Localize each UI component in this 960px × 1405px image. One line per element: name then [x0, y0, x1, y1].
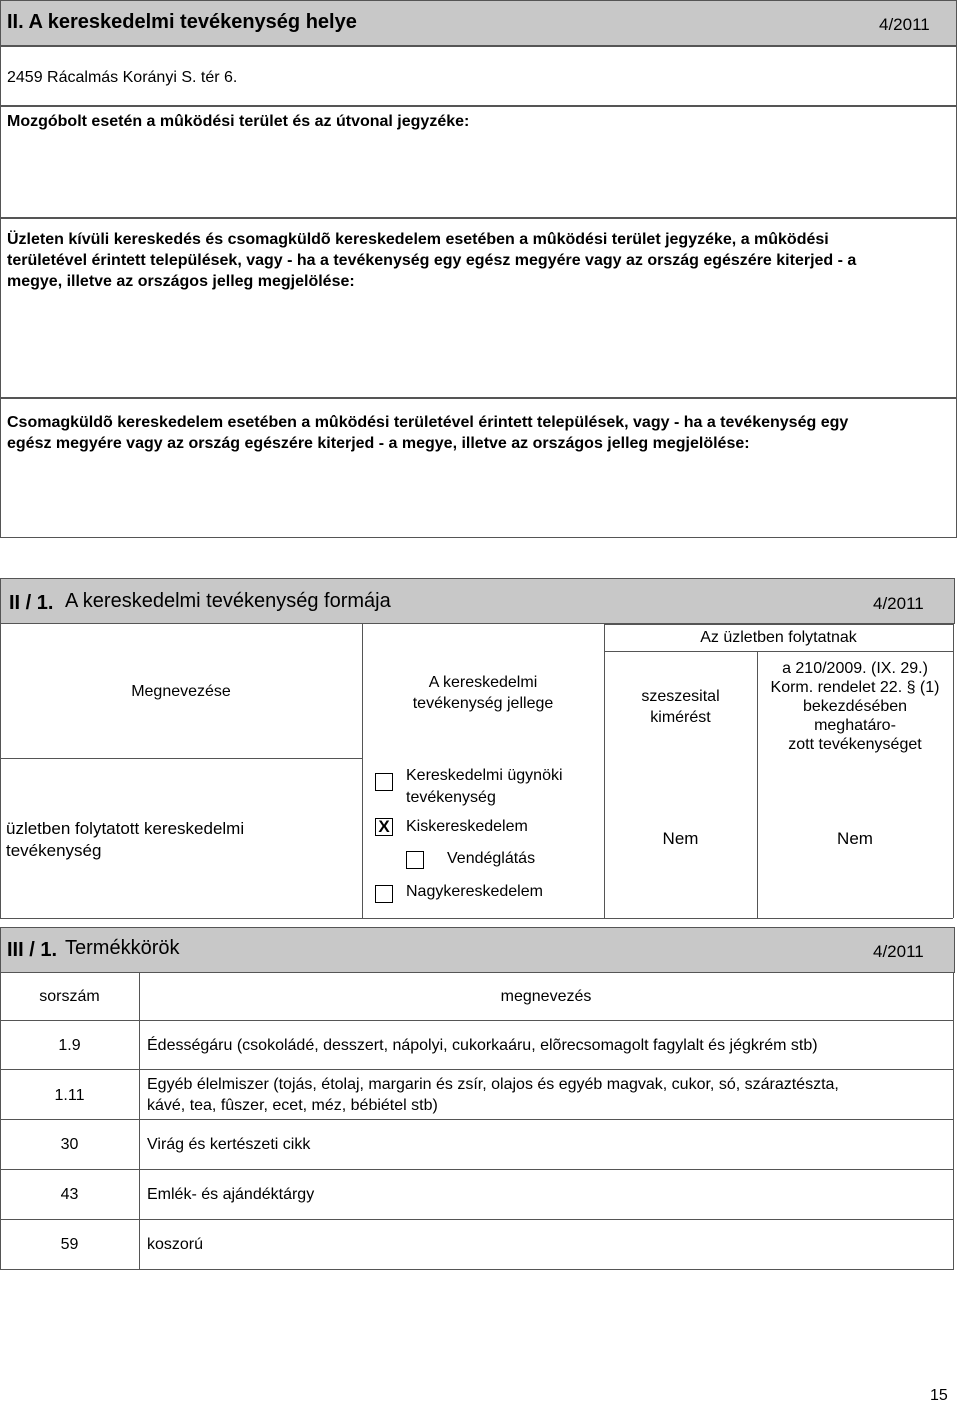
- option-catering-label: Vendéglátás: [447, 850, 536, 867]
- section-2-title: II. A kereskedelmi tevékenység helye: [7, 11, 357, 33]
- page-number: 15: [930, 1387, 948, 1404]
- col-decree-header: [757, 659, 953, 754]
- col-product-header: megnevezés: [500, 988, 592, 1005]
- col-decree-header-line: bekezdésében: [802, 698, 908, 715]
- row-product-line: Egyéb élelmiszer (tojás, étolaj, margarin és zsír, olajos és egyéb magvak, cukor, só, száraztészta,: [147, 1076, 839, 1093]
- col-alcohol-header-line: szeszesital: [641, 688, 720, 705]
- col-decree-header-line: meghatáro-: [814, 717, 896, 734]
- row-activity-name-line: tevékenység: [6, 841, 102, 860]
- alcohol-value: Nem: [662, 829, 699, 848]
- section-3-1-title: Termékkörök: [65, 937, 180, 959]
- address-box: [0, 46, 957, 106]
- outside-trade-label-line: Üzleten kívüli kereskedés és csomagküldõ kereskedelem esetében a mûködési terület jegyzéke, a mûködési: [7, 231, 829, 248]
- option-retail-label: Kiskereskedelem: [406, 818, 528, 835]
- checkbox-wholesale[interactable]: [375, 885, 393, 903]
- col-nature-header: [362, 672, 604, 714]
- section-2-header: [0, 0, 957, 46]
- row-num: 30: [60, 1136, 79, 1153]
- col-num-header: sorszám: [39, 988, 100, 1005]
- outside-trade-label-line: területével érintett települések, vagy - ha a tevékenység egy egész megyére vagy az ország egészére kiterjed - a: [7, 252, 857, 269]
- section-3-1-prefix: III / 1.: [7, 939, 58, 961]
- mail-order-label-line: Csomagküldõ kereskedelem esetében a mûködési területével érintett települések, vagy - ha a tevékenység egy: [7, 414, 849, 431]
- decree-value: Nem: [837, 829, 873, 848]
- option-agent-label: [406, 765, 563, 809]
- col-alcohol-header: [604, 686, 757, 728]
- row-product: koszorú: [147, 1236, 204, 1253]
- option-wholesale-label: Nagykereskedelem: [406, 883, 543, 900]
- row-product: Virág és kertészeti cikk: [147, 1136, 311, 1153]
- row-activity-name: [6, 818, 244, 862]
- row-num: 1.11: [54, 1087, 85, 1104]
- row-num: 43: [60, 1186, 79, 1203]
- outside-trade-label-line: megye, illetve az országos jelleg megjelölése:: [7, 273, 355, 290]
- address-value: 2459 Rácalmás Korányi S. tér 6.: [7, 69, 238, 86]
- section-2-1-prefix: II / 1.: [9, 592, 54, 614]
- section-3-1-header: [0, 927, 955, 973]
- mail-order-box: [0, 398, 957, 538]
- row-product: Édességáru (csokoládé, desszert, nápolyi, cukorkaáru, elõrecsomagolt fagylalt és jégkrém stb): [147, 1037, 818, 1054]
- col-nature-header-line: tevékenység jellege: [412, 695, 554, 712]
- mobile-shop-box: [0, 106, 957, 218]
- mail-order-label-line: egész megyére vagy az ország egészére kiterjed - a megye, illetve az országos jelleg megjelölése:: [7, 435, 750, 452]
- row-num: 59: [60, 1236, 79, 1253]
- mobile-shop-label: Mozgóbolt esetén a mûködési terület és az útvonal jegyzéke:: [7, 113, 470, 130]
- section-2-1-title: A kereskedelmi tevékenység formája: [65, 590, 391, 612]
- section-2-1-code: 4/2011: [873, 594, 924, 613]
- row-product: Emlék- és ajándéktárgy: [147, 1186, 315, 1203]
- col-alcohol-header-line: kimérést: [650, 709, 711, 726]
- section-2-code: 4/2011: [879, 15, 930, 34]
- checkbox-catering[interactable]: [406, 851, 424, 869]
- col-decree-header-line: Korm. rendelet 22. § (1): [770, 679, 940, 696]
- checkbox-agent[interactable]: [375, 773, 393, 791]
- option-agent-label-line: Kereskedelmi ügynöki: [406, 767, 563, 784]
- row-product-line: kávé, tea, fûszer, ecet, méz, bébiétel stb): [147, 1097, 438, 1114]
- row-product: [147, 1074, 839, 1116]
- section-3-1-code: 4/2011: [873, 942, 924, 961]
- checkbox-retail[interactable]: X: [375, 818, 393, 836]
- col-decree-header-line: zott tevékenységet: [788, 736, 922, 753]
- col-nature-header-line: A kereskedelmi: [428, 674, 538, 691]
- row-num: 1.9: [58, 1037, 81, 1054]
- col-name-header: Megnevezése: [131, 683, 231, 700]
- outside-trade-box: [0, 218, 957, 398]
- col-decree-header-line: a 210/2009. (IX. 29.): [782, 660, 928, 677]
- row-activity-name-line: üzletben folytatott kereskedelmi: [6, 819, 245, 838]
- outside-trade-label: [7, 229, 856, 292]
- option-agent-label-line: tevékenység: [406, 789, 496, 806]
- col-shop-group-header: Az üzletben folytatnak: [700, 629, 857, 646]
- section-2-1-header: [0, 578, 955, 624]
- mail-order-label: [7, 412, 848, 454]
